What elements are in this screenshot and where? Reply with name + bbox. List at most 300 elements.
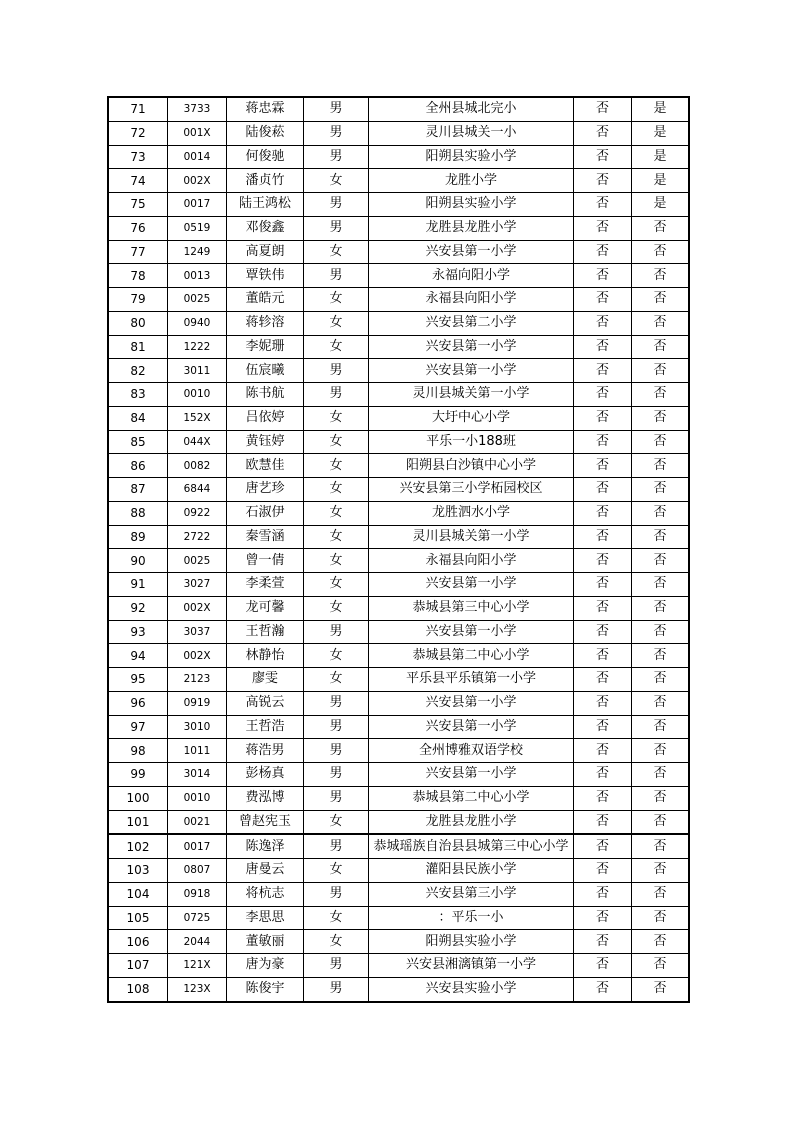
flag-b-cell: 否 bbox=[632, 240, 690, 264]
school-cell: 永福向阳小学 bbox=[369, 264, 574, 288]
student-name-cell: 唐为豪 bbox=[227, 954, 304, 978]
id-suffix-cell: 0017 bbox=[168, 834, 227, 858]
row-number-cell: 98 bbox=[108, 739, 168, 763]
gender-cell: 男 bbox=[304, 763, 369, 787]
flag-b-cell: 否 bbox=[632, 859, 690, 883]
student-name-cell: 费泓博 bbox=[227, 786, 304, 810]
gender-cell: 男 bbox=[304, 145, 369, 169]
school-cell: 恭城县第三中心小学 bbox=[369, 596, 574, 620]
row-number-cell: 85 bbox=[108, 430, 168, 454]
id-suffix-cell: 1011 bbox=[168, 739, 227, 763]
id-suffix-cell: 3010 bbox=[168, 715, 227, 739]
row-number-cell: 80 bbox=[108, 311, 168, 335]
row-number-cell: 100 bbox=[108, 786, 168, 810]
school-cell: 恭城县第二中心小学 bbox=[369, 786, 574, 810]
student-list-table bbox=[107, 96, 690, 1003]
table-row bbox=[108, 573, 689, 597]
id-suffix-cell: 2722 bbox=[168, 525, 227, 549]
gender-cell: 女 bbox=[304, 644, 369, 668]
gender-cell: 男 bbox=[304, 715, 369, 739]
flag-b-cell: 是 bbox=[632, 121, 690, 145]
school-cell: 恭城瑶族自治县县城第三中心小学 bbox=[369, 834, 574, 858]
gender-cell: 女 bbox=[304, 549, 369, 573]
id-suffix-cell: 0922 bbox=[168, 501, 227, 525]
gender-cell: 男 bbox=[304, 97, 369, 121]
table-row bbox=[108, 240, 689, 264]
flag-a-cell: 否 bbox=[574, 786, 632, 810]
gender-cell: 男 bbox=[304, 193, 369, 217]
flag-a-cell: 否 bbox=[574, 977, 632, 1001]
row-number-cell: 73 bbox=[108, 145, 168, 169]
student-name-cell: 何俊驰 bbox=[227, 145, 304, 169]
flag-a-cell: 否 bbox=[574, 240, 632, 264]
id-suffix-cell: 123X bbox=[168, 977, 227, 1001]
flag-b-cell: 否 bbox=[632, 691, 690, 715]
row-number-cell: 92 bbox=[108, 596, 168, 620]
student-name-cell: 彭杨真 bbox=[227, 763, 304, 787]
student-name-cell: 陈书航 bbox=[227, 383, 304, 407]
school-cell: 兴安县第一小学 bbox=[369, 359, 574, 383]
flag-b-cell: 否 bbox=[632, 478, 690, 502]
school-cell: 龙胜县龙胜小学 bbox=[369, 810, 574, 834]
flag-a-cell: 否 bbox=[574, 430, 632, 454]
school-cell: 龙胜县龙胜小学 bbox=[369, 216, 574, 240]
row-number-cell: 79 bbox=[108, 288, 168, 312]
school-cell: 平乐县平乐镇第一小学 bbox=[369, 668, 574, 692]
id-suffix-cell: 3037 bbox=[168, 620, 227, 644]
id-suffix-cell: 002X bbox=[168, 644, 227, 668]
flag-b-cell: 否 bbox=[632, 430, 690, 454]
gender-cell: 女 bbox=[304, 906, 369, 930]
student-name-cell: 陈俊宇 bbox=[227, 977, 304, 1001]
id-suffix-cell: 002X bbox=[168, 596, 227, 620]
flag-b-cell: 否 bbox=[632, 739, 690, 763]
table-row bbox=[108, 810, 689, 834]
school-cell: 灵川县城关一小 bbox=[369, 121, 574, 145]
id-suffix-cell: 044X bbox=[168, 430, 227, 454]
id-suffix-cell: 121X bbox=[168, 954, 227, 978]
student-name-cell: 唐曼云 bbox=[227, 859, 304, 883]
student-name-cell: 曾一倩 bbox=[227, 549, 304, 573]
table-row bbox=[108, 454, 689, 478]
flag-a-cell: 否 bbox=[574, 264, 632, 288]
flag-a-cell: 否 bbox=[574, 145, 632, 169]
row-number-cell: 91 bbox=[108, 573, 168, 597]
flag-b-cell: 否 bbox=[632, 573, 690, 597]
gender-cell: 女 bbox=[304, 430, 369, 454]
table-row bbox=[108, 668, 689, 692]
school-cell: 兴安县第一小学 bbox=[369, 620, 574, 644]
row-number-cell: 101 bbox=[108, 810, 168, 834]
school-cell: 兴安县第二小学 bbox=[369, 311, 574, 335]
id-suffix-cell: 1222 bbox=[168, 335, 227, 359]
flag-a-cell: 否 bbox=[574, 525, 632, 549]
school-cell: 灌阳县民族小学 bbox=[369, 859, 574, 883]
row-number-cell: 94 bbox=[108, 644, 168, 668]
id-suffix-cell: 0010 bbox=[168, 383, 227, 407]
flag-b-cell: 否 bbox=[632, 668, 690, 692]
row-number-cell: 81 bbox=[108, 335, 168, 359]
table-row bbox=[108, 620, 689, 644]
flag-a-cell: 否 bbox=[574, 454, 632, 478]
school-cell: 阳朔县白沙镇中心小学 bbox=[369, 454, 574, 478]
table-row bbox=[108, 763, 689, 787]
id-suffix-cell: 0519 bbox=[168, 216, 227, 240]
student-name-cell: 唐艺珍 bbox=[227, 478, 304, 502]
table-row bbox=[108, 930, 689, 954]
table-row bbox=[108, 430, 689, 454]
gender-cell: 女 bbox=[304, 454, 369, 478]
id-suffix-cell: 2123 bbox=[168, 668, 227, 692]
student-name-cell: 董敏丽 bbox=[227, 930, 304, 954]
school-cell: 兴安县实验小学 bbox=[369, 977, 574, 1001]
gender-cell: 男 bbox=[304, 121, 369, 145]
flag-b-cell: 否 bbox=[632, 335, 690, 359]
row-number-cell: 108 bbox=[108, 977, 168, 1001]
gender-cell: 男 bbox=[304, 882, 369, 906]
school-cell: 龙胜小学 bbox=[369, 169, 574, 193]
student-name-cell: 邓俊鑫 bbox=[227, 216, 304, 240]
table-row bbox=[108, 906, 689, 930]
student-name-cell: 石淑伊 bbox=[227, 501, 304, 525]
student-name-cell: 将杭志 bbox=[227, 882, 304, 906]
student-name-cell: 陈逸泽 bbox=[227, 834, 304, 858]
student-name-cell: 林静怡 bbox=[227, 644, 304, 668]
student-name-cell: 曾赵宪玉 bbox=[227, 810, 304, 834]
gender-cell: 女 bbox=[304, 596, 369, 620]
id-suffix-cell: 0807 bbox=[168, 859, 227, 883]
flag-b-cell: 否 bbox=[632, 288, 690, 312]
school-cell: 永福县向阳小学 bbox=[369, 288, 574, 312]
table-row bbox=[108, 335, 689, 359]
table-row bbox=[108, 145, 689, 169]
gender-cell: 女 bbox=[304, 668, 369, 692]
row-number-cell: 107 bbox=[108, 954, 168, 978]
student-name-cell: 董皓元 bbox=[227, 288, 304, 312]
school-cell: 兴安县第一小学 bbox=[369, 573, 574, 597]
gender-cell: 男 bbox=[304, 786, 369, 810]
id-suffix-cell: 3014 bbox=[168, 763, 227, 787]
table-row bbox=[108, 264, 689, 288]
row-number-cell: 106 bbox=[108, 930, 168, 954]
flag-b-cell: 是 bbox=[632, 193, 690, 217]
table-row bbox=[108, 121, 689, 145]
gender-cell: 女 bbox=[304, 930, 369, 954]
table-row bbox=[108, 383, 689, 407]
id-suffix-cell: 0021 bbox=[168, 810, 227, 834]
flag-b-cell: 否 bbox=[632, 930, 690, 954]
flag-a-cell: 否 bbox=[574, 810, 632, 834]
flag-a-cell: 否 bbox=[574, 383, 632, 407]
flag-a-cell: 否 bbox=[574, 335, 632, 359]
row-number-cell: 90 bbox=[108, 549, 168, 573]
flag-a-cell: 否 bbox=[574, 478, 632, 502]
gender-cell: 男 bbox=[304, 977, 369, 1001]
table-row bbox=[108, 169, 689, 193]
flag-b-cell: 否 bbox=[632, 216, 690, 240]
gender-cell: 女 bbox=[304, 573, 369, 597]
row-number-cell: 95 bbox=[108, 668, 168, 692]
flag-a-cell: 否 bbox=[574, 834, 632, 858]
flag-b-cell: 否 bbox=[632, 525, 690, 549]
row-number-cell: 82 bbox=[108, 359, 168, 383]
flag-b-cell: 否 bbox=[632, 620, 690, 644]
table-row bbox=[108, 644, 689, 668]
table-row bbox=[108, 311, 689, 335]
student-name-cell: 王哲瀚 bbox=[227, 620, 304, 644]
id-suffix-cell: 3733 bbox=[168, 97, 227, 121]
student-name-cell: 龙可馨 bbox=[227, 596, 304, 620]
gender-cell: 女 bbox=[304, 335, 369, 359]
flag-a-cell: 否 bbox=[574, 596, 632, 620]
school-cell: 阳朔县实验小学 bbox=[369, 145, 574, 169]
flag-b-cell: 否 bbox=[632, 383, 690, 407]
flag-a-cell: 否 bbox=[574, 359, 632, 383]
flag-a-cell: 否 bbox=[574, 288, 632, 312]
id-suffix-cell: 0919 bbox=[168, 691, 227, 715]
flag-b-cell: 否 bbox=[632, 264, 690, 288]
table-row bbox=[108, 954, 689, 978]
school-cell: 永福县向阳小学 bbox=[369, 549, 574, 573]
id-suffix-cell: 0940 bbox=[168, 311, 227, 335]
gender-cell: 女 bbox=[304, 169, 369, 193]
row-number-cell: 77 bbox=[108, 240, 168, 264]
gender-cell: 女 bbox=[304, 501, 369, 525]
table-row bbox=[108, 596, 689, 620]
row-number-cell: 99 bbox=[108, 763, 168, 787]
gender-cell: 女 bbox=[304, 288, 369, 312]
flag-b-cell: 否 bbox=[632, 810, 690, 834]
id-suffix-cell: 0725 bbox=[168, 906, 227, 930]
row-number-cell: 97 bbox=[108, 715, 168, 739]
table-row bbox=[108, 216, 689, 240]
flag-a-cell: 否 bbox=[574, 216, 632, 240]
flag-b-cell: 否 bbox=[632, 715, 690, 739]
id-suffix-cell: 2044 bbox=[168, 930, 227, 954]
flag-b-cell: 否 bbox=[632, 596, 690, 620]
student-name-cell: 秦雪涵 bbox=[227, 525, 304, 549]
school-cell: 阳朔县实验小学 bbox=[369, 193, 574, 217]
row-number-cell: 84 bbox=[108, 406, 168, 430]
table-row bbox=[108, 193, 689, 217]
row-number-cell: 87 bbox=[108, 478, 168, 502]
school-cell: 兴安县第一小学 bbox=[369, 240, 574, 264]
flag-a-cell: 否 bbox=[574, 169, 632, 193]
gender-cell: 女 bbox=[304, 525, 369, 549]
school-cell: 大圩中心小学 bbox=[369, 406, 574, 430]
student-name-cell: 潘贞竹 bbox=[227, 169, 304, 193]
gender-cell: 女 bbox=[304, 478, 369, 502]
flag-a-cell: 否 bbox=[574, 691, 632, 715]
table-row bbox=[108, 406, 689, 430]
gender-cell: 女 bbox=[304, 810, 369, 834]
flag-a-cell: 否 bbox=[574, 573, 632, 597]
school-cell: 阳朔县实验小学 bbox=[369, 930, 574, 954]
row-number-cell: 72 bbox=[108, 121, 168, 145]
student-name-cell: 欧慧佳 bbox=[227, 454, 304, 478]
flag-b-cell: 否 bbox=[632, 311, 690, 335]
table-row bbox=[108, 834, 689, 858]
table-row bbox=[108, 882, 689, 906]
id-suffix-cell: 1249 bbox=[168, 240, 227, 264]
school-cell: 兴安县第一小学 bbox=[369, 763, 574, 787]
id-suffix-cell: 0010 bbox=[168, 786, 227, 810]
flag-b-cell: 否 bbox=[632, 906, 690, 930]
row-number-cell: 105 bbox=[108, 906, 168, 930]
table-row bbox=[108, 501, 689, 525]
id-suffix-cell: 0017 bbox=[168, 193, 227, 217]
flag-a-cell: 否 bbox=[574, 620, 632, 644]
flag-a-cell: 否 bbox=[574, 406, 632, 430]
id-suffix-cell: 0013 bbox=[168, 264, 227, 288]
id-suffix-cell: 3011 bbox=[168, 359, 227, 383]
gender-cell: 男 bbox=[304, 359, 369, 383]
table-row bbox=[108, 478, 689, 502]
row-number-cell: 93 bbox=[108, 620, 168, 644]
student-name-cell: 李思思 bbox=[227, 906, 304, 930]
gender-cell: 女 bbox=[304, 406, 369, 430]
flag-b-cell: 是 bbox=[632, 97, 690, 121]
flag-b-cell: 否 bbox=[632, 359, 690, 383]
table-row bbox=[108, 739, 689, 763]
table-row bbox=[108, 786, 689, 810]
school-cell: 兴安县第一小学 bbox=[369, 715, 574, 739]
table-row bbox=[108, 691, 689, 715]
table-row bbox=[108, 715, 689, 739]
gender-cell: 男 bbox=[304, 691, 369, 715]
flag-a-cell: 否 bbox=[574, 311, 632, 335]
flag-b-cell: 否 bbox=[632, 786, 690, 810]
id-suffix-cell: 0025 bbox=[168, 288, 227, 312]
school-cell: 兴安县湘漓镇第一小学 bbox=[369, 954, 574, 978]
id-suffix-cell: 0918 bbox=[168, 882, 227, 906]
table-row bbox=[108, 549, 689, 573]
school-cell: 兴安县第三小学 bbox=[369, 882, 574, 906]
school-cell: 灵川县城关第一小学 bbox=[369, 525, 574, 549]
row-number-cell: 86 bbox=[108, 454, 168, 478]
id-suffix-cell: 0082 bbox=[168, 454, 227, 478]
student-name-cell: 吕依婷 bbox=[227, 406, 304, 430]
student-name-cell: 伍宸曦 bbox=[227, 359, 304, 383]
student-name-cell: 廖雯 bbox=[227, 668, 304, 692]
student-name-cell: 李妮珊 bbox=[227, 335, 304, 359]
flag-b-cell: 否 bbox=[632, 763, 690, 787]
row-number-cell: 75 bbox=[108, 193, 168, 217]
id-suffix-cell: 002X bbox=[168, 169, 227, 193]
school-cell: 兴安县第三小学柘园校区 bbox=[369, 478, 574, 502]
row-number-cell: 88 bbox=[108, 501, 168, 525]
table-row bbox=[108, 859, 689, 883]
student-name-cell: 高锐云 bbox=[227, 691, 304, 715]
table-body bbox=[108, 97, 689, 1002]
row-number-cell: 104 bbox=[108, 882, 168, 906]
flag-b-cell: 否 bbox=[632, 954, 690, 978]
gender-cell: 男 bbox=[304, 834, 369, 858]
table-row bbox=[108, 97, 689, 121]
id-suffix-cell: 6844 bbox=[168, 478, 227, 502]
student-name-cell: 蒋轸溶 bbox=[227, 311, 304, 335]
flag-b-cell: 否 bbox=[632, 977, 690, 1001]
flag-b-cell: 是 bbox=[632, 169, 690, 193]
row-number-cell: 76 bbox=[108, 216, 168, 240]
table-row bbox=[108, 525, 689, 549]
school-cell: 龙胜泗水小学 bbox=[369, 501, 574, 525]
row-number-cell: 96 bbox=[108, 691, 168, 715]
table-row bbox=[108, 359, 689, 383]
flag-b-cell: 否 bbox=[632, 406, 690, 430]
flag-a-cell: 否 bbox=[574, 501, 632, 525]
gender-cell: 男 bbox=[304, 383, 369, 407]
id-suffix-cell: 0014 bbox=[168, 145, 227, 169]
table-row bbox=[108, 288, 689, 312]
flag-a-cell: 否 bbox=[574, 954, 632, 978]
gender-cell: 男 bbox=[304, 739, 369, 763]
student-name-cell: 蒋浩男 bbox=[227, 739, 304, 763]
gender-cell: 女 bbox=[304, 240, 369, 264]
flag-a-cell: 否 bbox=[574, 859, 632, 883]
student-name-cell: 陆王鸿松 bbox=[227, 193, 304, 217]
flag-a-cell: 否 bbox=[574, 906, 632, 930]
id-suffix-cell: 0025 bbox=[168, 549, 227, 573]
school-cell: 恭城县第二中心小学 bbox=[369, 644, 574, 668]
flag-b-cell: 否 bbox=[632, 501, 690, 525]
flag-b-cell: 否 bbox=[632, 549, 690, 573]
gender-cell: 男 bbox=[304, 264, 369, 288]
student-name-cell: 覃铁伟 bbox=[227, 264, 304, 288]
row-number-cell: 89 bbox=[108, 525, 168, 549]
flag-a-cell: 否 bbox=[574, 739, 632, 763]
gender-cell: 男 bbox=[304, 620, 369, 644]
row-number-cell: 83 bbox=[108, 383, 168, 407]
school-cell: 全州博雅双语学校 bbox=[369, 739, 574, 763]
student-name-cell: 高夏朗 bbox=[227, 240, 304, 264]
student-name-cell: 蒋忠霖 bbox=[227, 97, 304, 121]
student-name-cell: 陆俊菘 bbox=[227, 121, 304, 145]
row-number-cell: 103 bbox=[108, 859, 168, 883]
flag-b-cell: 否 bbox=[632, 882, 690, 906]
row-number-cell: 74 bbox=[108, 169, 168, 193]
flag-a-cell: 否 bbox=[574, 644, 632, 668]
student-name-cell: 李柔萱 bbox=[227, 573, 304, 597]
flag-a-cell: 否 bbox=[574, 193, 632, 217]
flag-a-cell: 否 bbox=[574, 930, 632, 954]
flag-a-cell: 否 bbox=[574, 97, 632, 121]
flag-b-cell: 否 bbox=[632, 644, 690, 668]
flag-a-cell: 否 bbox=[574, 668, 632, 692]
flag-a-cell: 否 bbox=[574, 121, 632, 145]
student-name-cell: 王哲浩 bbox=[227, 715, 304, 739]
flag-a-cell: 否 bbox=[574, 715, 632, 739]
row-number-cell: 71 bbox=[108, 97, 168, 121]
school-cell: 平乐一小188班 bbox=[369, 430, 574, 454]
school-cell: 灵川县城关第一小学 bbox=[369, 383, 574, 407]
school-cell: ：平乐一小 bbox=[369, 906, 574, 930]
flag-a-cell: 否 bbox=[574, 549, 632, 573]
school-cell: 全州县城北完小 bbox=[369, 97, 574, 121]
flag-a-cell: 否 bbox=[574, 763, 632, 787]
gender-cell: 女 bbox=[304, 311, 369, 335]
gender-cell: 男 bbox=[304, 954, 369, 978]
student-name-cell: 黄钰婷 bbox=[227, 430, 304, 454]
flag-a-cell: 否 bbox=[574, 882, 632, 906]
flag-b-cell: 否 bbox=[632, 834, 690, 858]
id-suffix-cell: 3027 bbox=[168, 573, 227, 597]
school-cell: 兴安县第一小学 bbox=[369, 335, 574, 359]
row-number-cell: 78 bbox=[108, 264, 168, 288]
school-cell: 兴安县第一小学 bbox=[369, 691, 574, 715]
flag-b-cell: 否 bbox=[632, 454, 690, 478]
id-suffix-cell: 001X bbox=[168, 121, 227, 145]
